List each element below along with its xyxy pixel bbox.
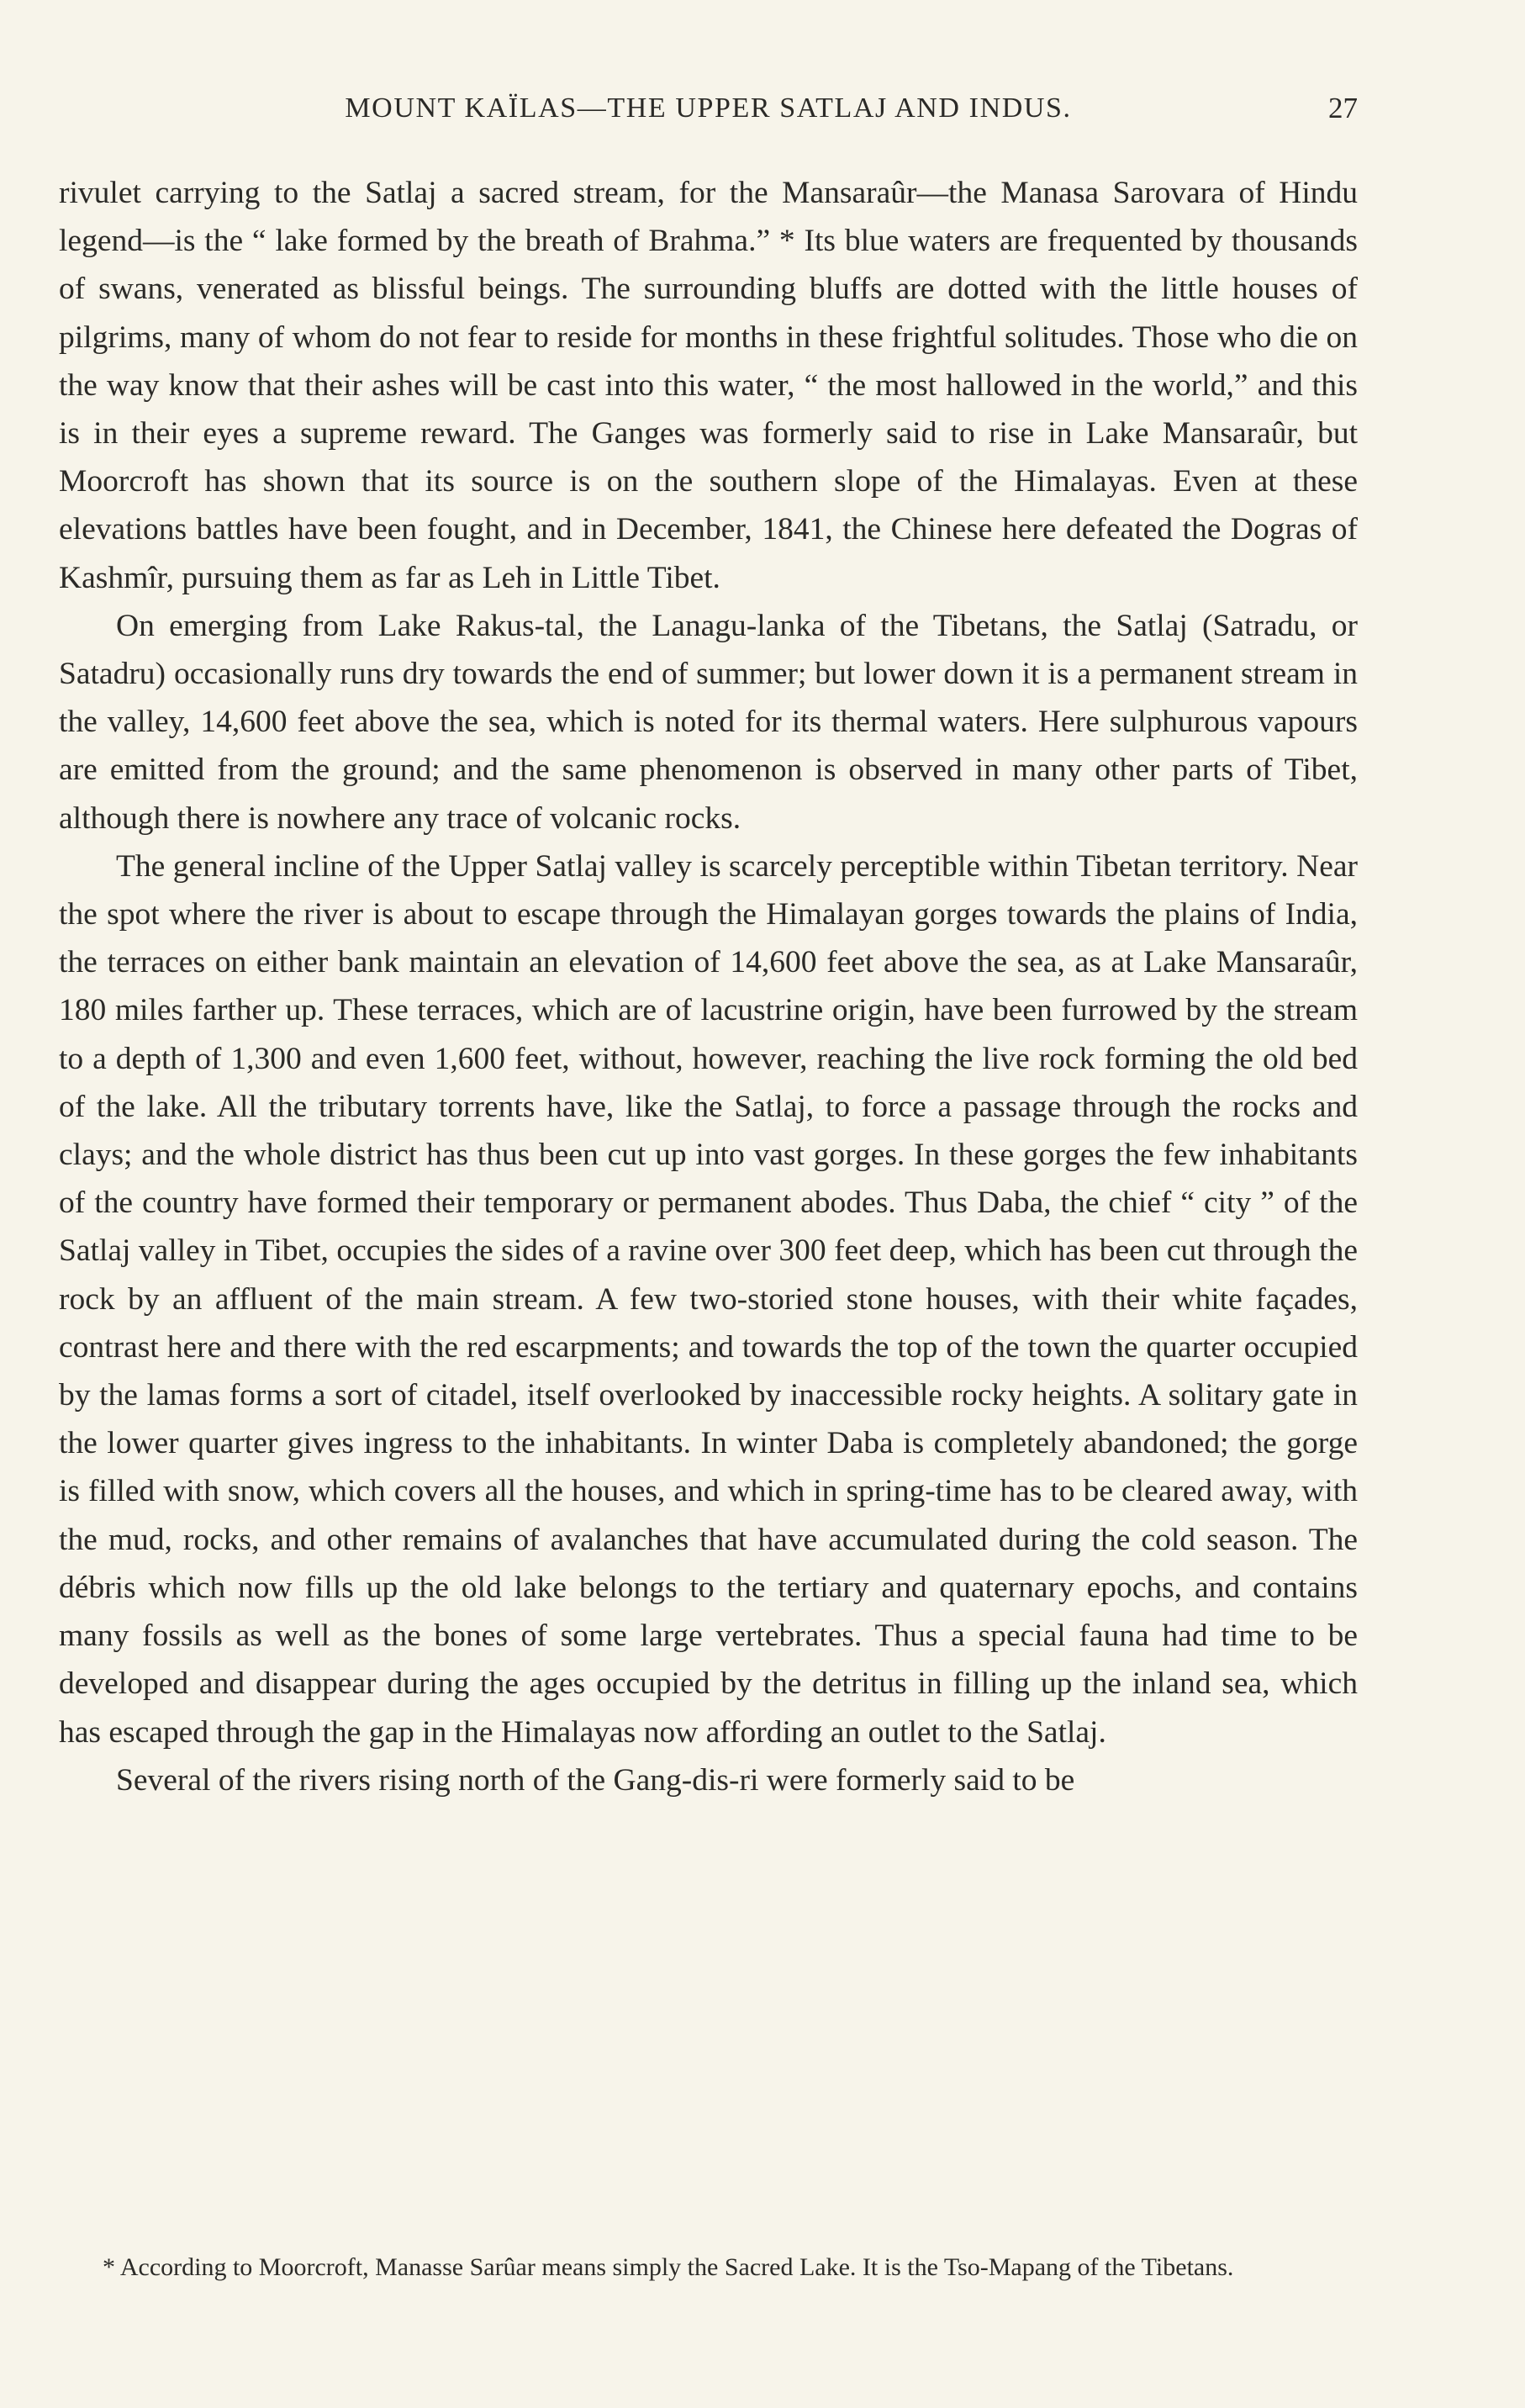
- main-text: [59, 169, 1358, 1804]
- page-number: 27: [1328, 92, 1358, 124]
- page-header: [59, 91, 1358, 133]
- paragraph-gang-dis-ri: Several of the rivers rising north of the Gang-dis-ri were formerly said to be: [116, 1762, 1075, 1798]
- paragraph-lake-mansaraur: rivulet carrying to the Satlaj a sacred stream, for the Mansaraûr—the Manasa Sarovara of Hindu legend—is the “ lake formed by the breath of Brahma.” * Its blue waters are frequented by thousands of swans, venerated as blissful beings. The surrounding bluffs are dotted with the little houses of pilgrims, many of whom do not fear to reside for months in these frightful solitudes. Those who die on the way know that their ashes will be cast into this water, “ the most hallowed in the world,” and this is in their eyes a supreme reward. The Ganges was formerly said to rise in Lake Mansaraûr, but Moorcroft has shown that its source is on the southern slope of the Himalayas. Even at these elevations battles have been fought, and in December, 1841, the Chinese here defeated the Dogras of Kashmîr, pursuing them as far as Leh in Little Tibet.: [59, 176, 1358, 595]
- paragraph-upper-satlaj-valley: The general incline of the Upper Satlaj valley is scarcely perceptible within Tibetan territory. Near the spot where the river is about to escape through the Himalayan gorges towards the plains of India, the terraces on either bank maintain an elevation of 14,600 feet above the sea, as at Lake Mansaraûr, 180 miles farther up. These terraces, which are of lacustrine origin, have been furrowed by the stream to a depth of 1,300 and even 1,600 feet, without, however, reaching the live rock forming the old bed of the lake. All the tributary torrents have, like the Satlaj, to force a passage through the rocks and clays; and the whole district has thus been cut up into vast gorges. In these gorges the few inhabitants of the country have formed their temporary or permanent abodes. Thus Daba, the chief “ city ” of the Satlaj valley in Tibet, occupies the sides of a ravine over 300 feet deep, which has been cut through the rock by an affluent of the main stream. A few two-storied stone houses, with their white façades, contrast here and there with the red escarpments; and towards the top of the town the quarter occupied by the lamas forms a sort of citadel, itself overlooked by inaccessible rocky heights. A solitary gate in the lower quarter gives ingress to the inhabitants. In winter Daba is completely abandoned; the gorge is filled with snow, which covers all the houses, and which in spring-time has to be cleared away, with the mud, rocks, and other remains of avalanches that have accumulated during the cold season. The débris which now fills up the old lake belongs to the tertiary and quaternary epochs, and contains many fossils as well as the bones of some large vertebrates. Thus a special fauna had time to be developed and disappear during the ages occupied by the detritus in filling up the inland sea, which has escaped through the gap in the Himalayas now affording an outlet to the Satlaj.: [59, 848, 1358, 1750]
- footnote-text: * According to Moorcroft, Manasse Sarûar means simply the Sacred Lake. It is the Tso-Mapang of the Tibetans.: [103, 2253, 1234, 2281]
- paragraph-satlaj-thermal-waters: On emerging from Lake Rakus-tal, the Lanagu-lanka of the Tibetans, the Satlaj (Satradu, or Satadru) occasionally runs dry towards the end of summer; but lower down it is a permanent stream in the valley, 14,600 feet above the sea, which is noted for its thermal waters. Here sulphurous vapours are emitted from the ground; and the same phenomenon is observed in many other parts of Tibet, although there is nowhere any trace of volcanic rocks.: [59, 608, 1358, 836]
- footnote: [59, 2225, 1358, 2310]
- running-head: MOUNT KAÏLAS—THE UPPER SATLAJ AND INDUS.: [345, 92, 1072, 124]
